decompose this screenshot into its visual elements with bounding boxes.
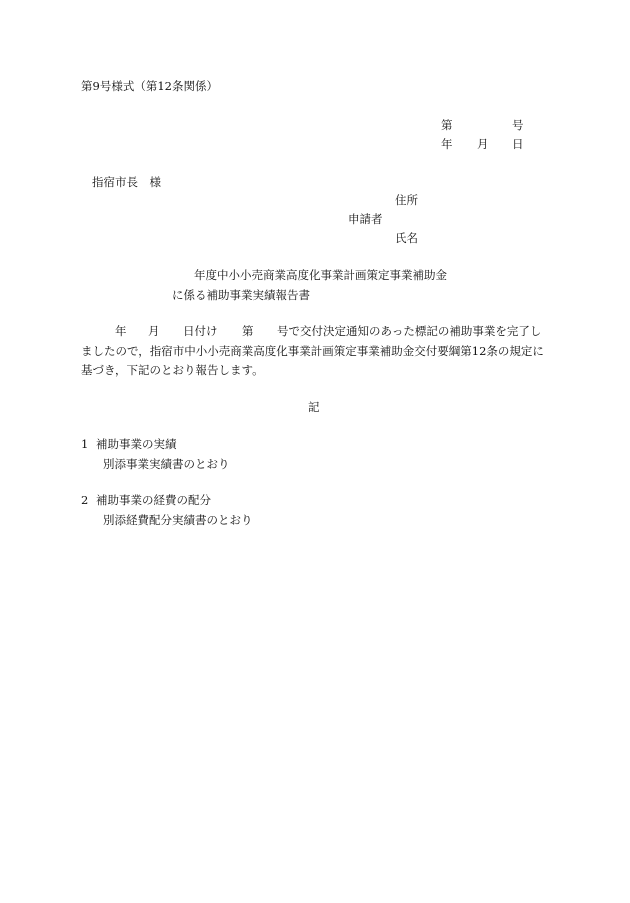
- addressee: 指宿市長 様: [92, 175, 161, 189]
- date-day: 日: [512, 137, 524, 151]
- item-number: 1: [81, 437, 89, 451]
- item-number: 2: [81, 493, 89, 507]
- item-detail: 別添事業実績書のとおり: [103, 457, 230, 471]
- body-line-3: 基づき，下記のとおり報告します。: [81, 363, 264, 377]
- body-line-1-rest: 号で交付決定通知のあった標記の補助事業を完了し: [277, 324, 542, 338]
- applicant-address-label: 住所: [395, 193, 418, 207]
- item-heading: 補助事業の実績: [96, 437, 177, 451]
- ki-heading: 記: [308, 400, 320, 414]
- body-day: 日付け: [183, 324, 218, 338]
- body-month: 月: [148, 324, 160, 338]
- doc-number-suffix: 号: [512, 118, 524, 132]
- applicant-name-label: 氏名: [395, 231, 418, 245]
- item-heading: 補助事業の経費の配分: [96, 493, 211, 507]
- form-label: 第9号様式（第12条関係）: [81, 79, 218, 93]
- item-detail: 別添経費配分実績書のとおり: [103, 513, 253, 527]
- body-number-prefix: 第: [242, 324, 254, 338]
- body-year: 年: [115, 324, 127, 338]
- title-line-2: に係る補助事業実績報告書: [172, 288, 310, 302]
- body-line-2: ましたので，指宿市中小小売商業高度化事業計画策定事業補助金交付要綱第12条の規定に: [81, 344, 544, 358]
- title-line-1: 年度中小小売商業高度化事業計画策定事業補助金: [194, 268, 447, 282]
- date-month: 月: [477, 137, 489, 151]
- applicant-label: 申請者: [348, 212, 383, 226]
- doc-number-prefix: 第: [441, 118, 453, 132]
- date-year: 年: [441, 137, 453, 151]
